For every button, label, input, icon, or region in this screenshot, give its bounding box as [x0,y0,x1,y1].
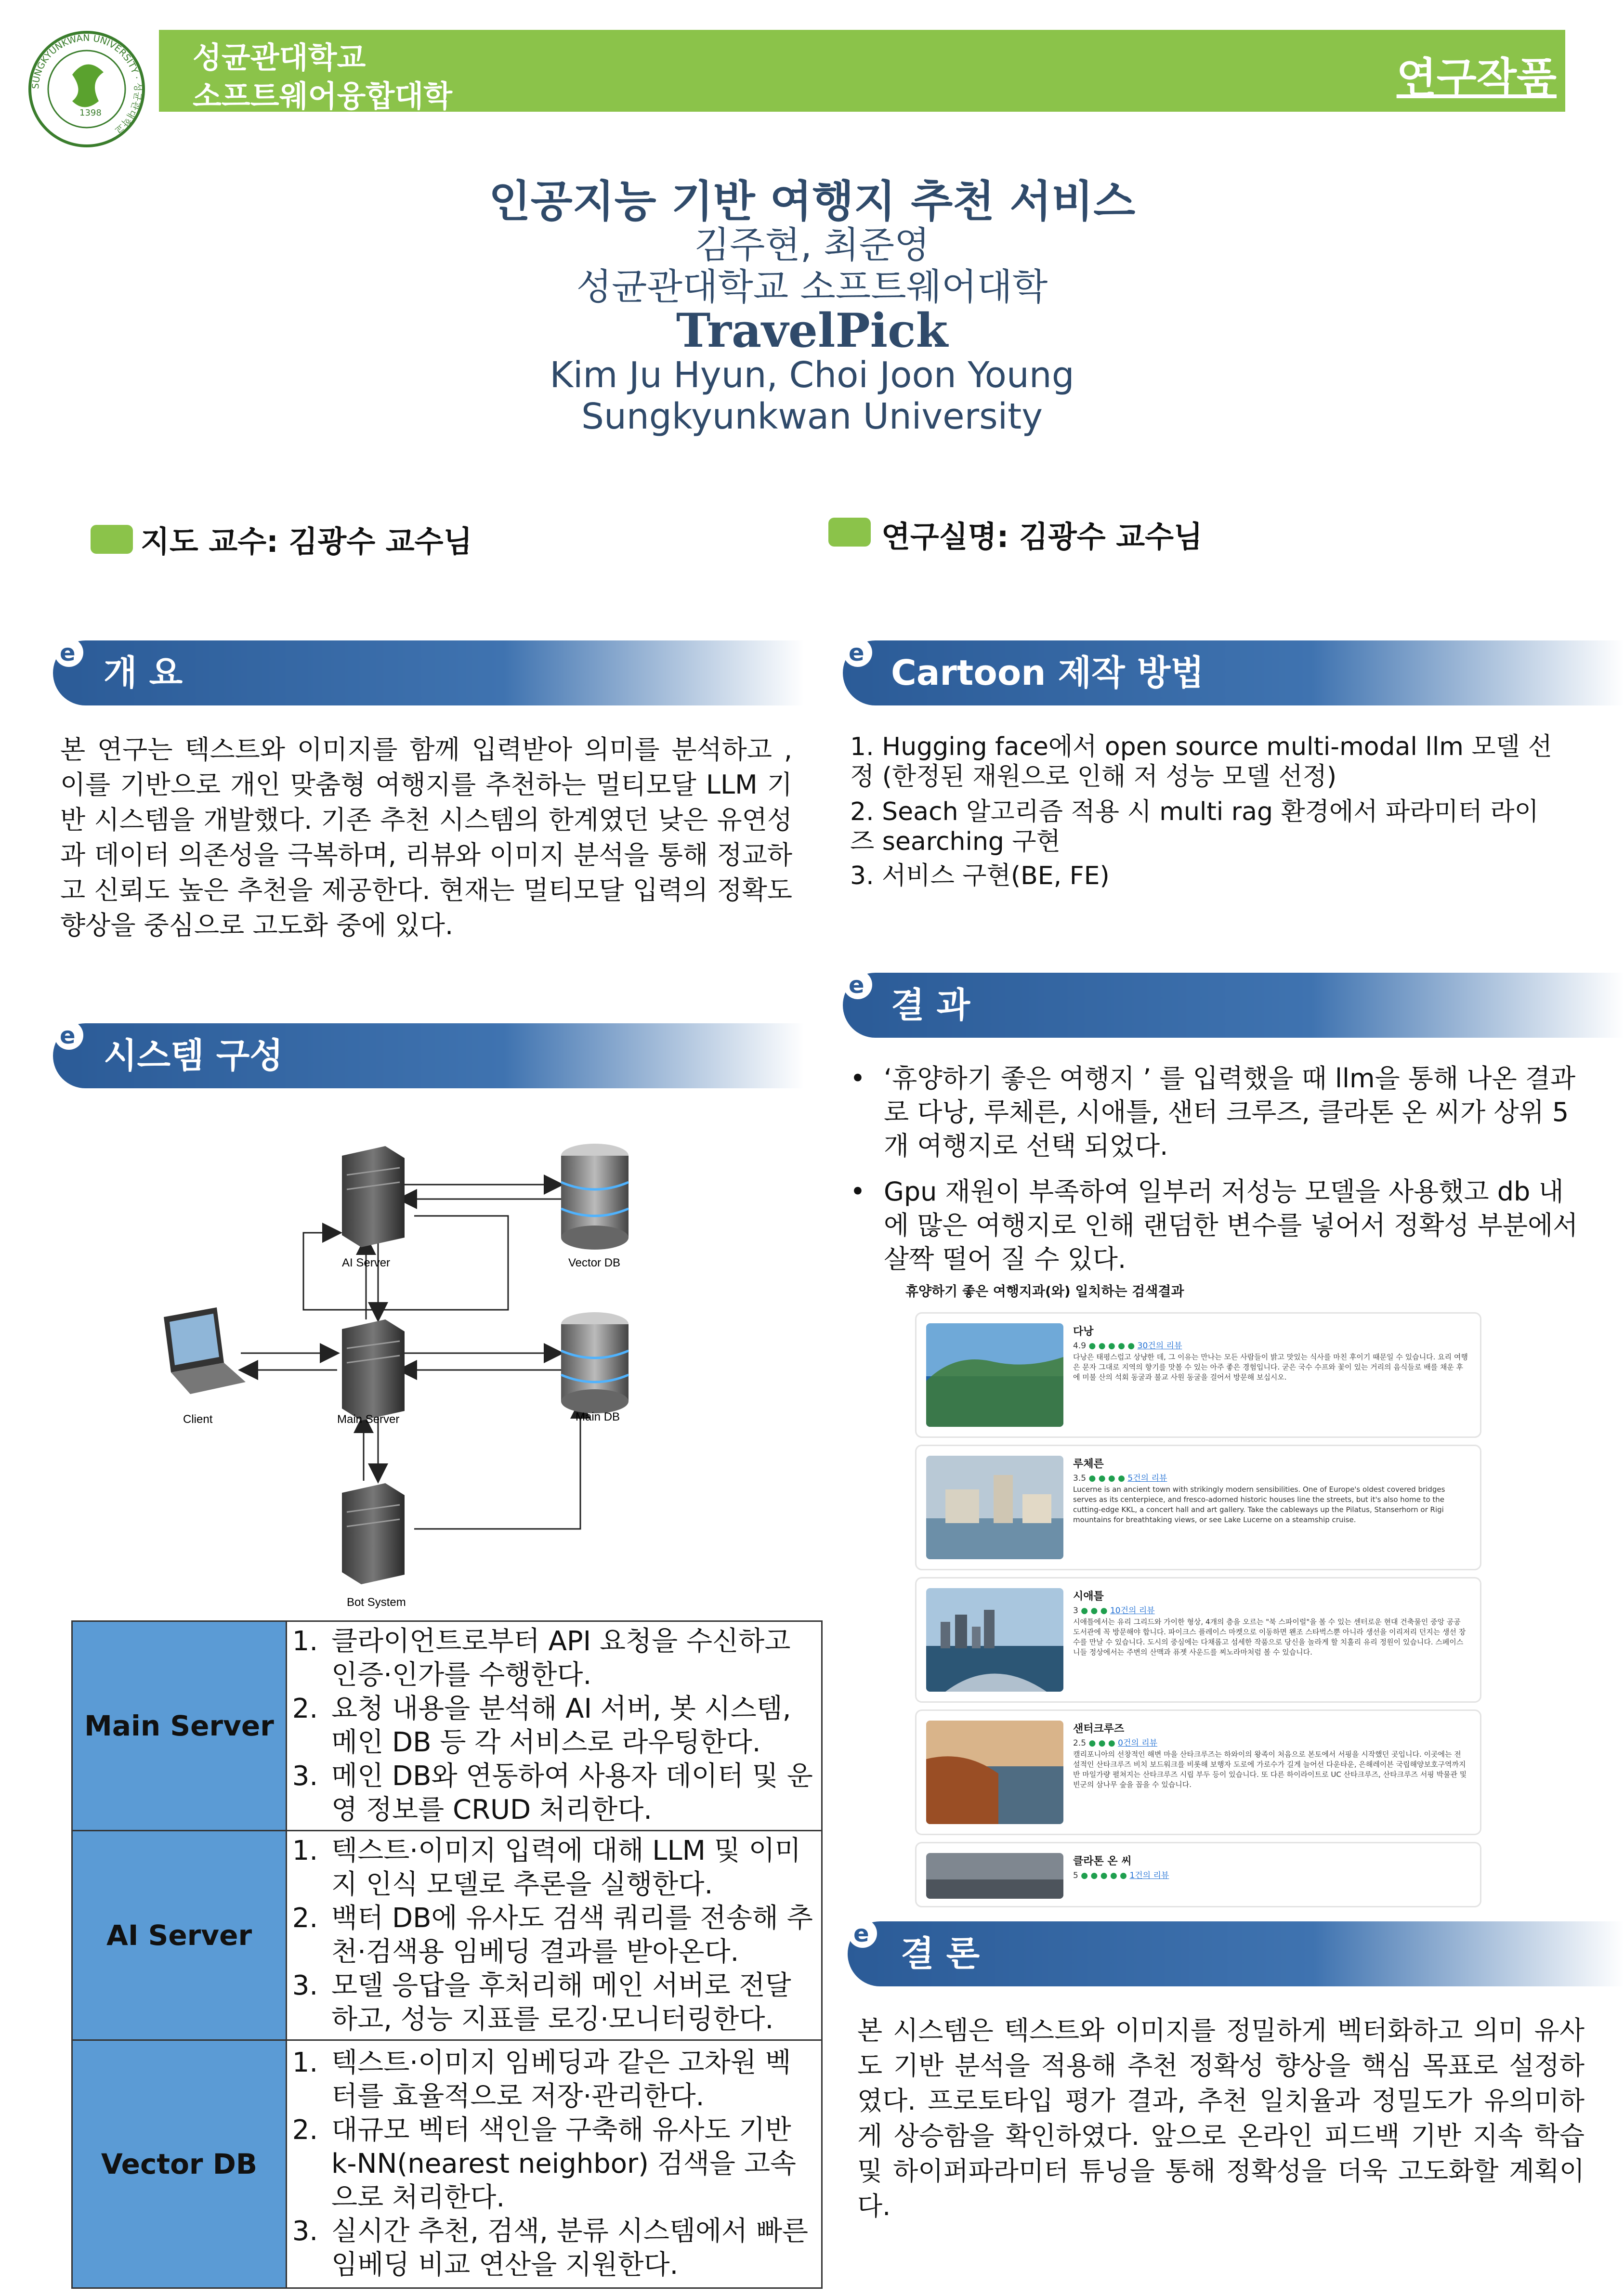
card-rating [1073,1471,1167,1483]
component-desc [287,1831,822,2040]
results-bullet-text: Gpu 재원이 부족하여 일부러 저성능 모델을 사용했고 db 내에 많은 여행지로 인해 랜덤한 변수를 넣어서 정확성 부분에서 살짝 떨어 질 수 있다. [884,1176,1578,1274]
card-desc: Lucerne is an ancient town with strikingly modern sensibilities. One of Europe's oldest covered bridges serves as its centerpiece, and fresco-adorned historic houses line the streets, but it's also home to the cutting-edge KKL, a concert hall and art gallery. Take the cableways up the Pilatus, Stanserhorn or Rigi mountains for breathtaking views, or see Lake Lucerne on a steamship cruise. [1073,1485,1445,1524]
lab-chip [828,518,871,547]
university-seal-logo [26,29,147,149]
method-item-3: 3. 서비스 구현(BE, FE) [850,861,1110,890]
authors-english: Kim Ju Hyun, Choi Joon Young [550,354,1074,396]
star-icons: ● ● ● [1081,1606,1108,1616]
overview-body: 본 연구는 텍스트와 이미지를 함께 입력받아 의미를 분석하고 , 이를 기반으로 개인 맞춤형 여행지를 추천하는 멀티모달 LLM 기반 시스템을 개발했다. 기존 추천 시스템의 한계였던 낮은 유연성과 데이터 의존성을 극복하며, 리뷰와 이미지 분석을 통해 정교하고 신뢰도 높은 추천을 제공한다. 현재는 멀티모달 입력의 정확도 향상을 중심으로 고도화 중에 있다. [60,734,792,940]
component-desc [287,1621,822,1831]
svg-text:e: e [849,972,864,999]
main-db-label: Main DB [576,1410,620,1423]
card-score: 3 [1073,1606,1078,1616]
card-name: 루체른 [1073,1458,1104,1470]
card-desc: 캘리포니아의 선창적인 해변 마을 산타크루즈는 하와이의 왕족이 처음으로 본토에서 서핑을 시작했던 곳입니다. 이곳에는 전설적인 산타크루즈 비치 보드워크를 비롯해 보행자 도로에 가로수가 길게 늘어선 다운타운, 은해레이븐 국립해양보호구역까지 반 마일가량 펼쳐지는 산타크루즈 시립 부두 등이 있습니다. 또 다른 하이라이트로 UC 산타크루즈, 산타크루즈 서핑 박물관 및 빈군의 삼나무 숲을 꼽을 수 있습니다. [1073,1750,1467,1789]
section-e-icon [841,636,875,669]
conclusion-body: 본 시스템은 텍스트와 이미지를 정밀하게 벡터화하고 의미 유사도 기반 분석을 적용해 추천 정확성 향상을 핵심 목표로 설정하였다. 프로토타입 평가 결과, 추천 일치율과 정밀도가 유의미하게 상승함을 확인하였다. 앞으로 온라인 피드백 기반 지속 학습 및 하이퍼파라미터 튜닝을 통해 정확성을 더욱 고도화할 계획이다. [857,2015,1585,2221]
svg-text:e: e [853,1920,869,1947]
advisor-label: 지도 교수: 김광수 교수님 [141,524,472,559]
result-card [915,1312,1481,1438]
vector-db-icon [561,1144,629,1250]
table-row [72,2040,822,2288]
list-item: 2. 대규모 벡터 색인을 구축해 유사도 기반 k-NN(nearest neighbor) 검색을 고속으로 처리한다. [327,2113,815,2215]
main-server-label: Main Server [337,1413,400,1426]
ai-server-label: AI Server [342,1256,391,1269]
svg-text:e: e [60,639,76,666]
seattle-photo [926,1588,1063,1692]
bot-system-label: Bot System [347,1596,406,1609]
section-e-icon [846,1917,879,1950]
bullet-dot: • [850,1063,865,1094]
advisor-chip [91,525,133,554]
card-desc: 다낭은 태평스럽고 상냥한 데, 그 이유는 만나는 모든 사람들이 밝고 맛있는 식사를 마친 후이기 때문일 수 있습니다. 요리 여행은 문자 그대로 지역의 향기를 맛볼 수 있는 아주 좋은 경험입니다. 굳은 국수 수프와 꽃이 있는 거리의 음식들로 배를 채운 후에 미불 산의 석회 동굴과 불교 사원 동굴을 걸어서 방문해 보십시오. [1073,1353,1468,1382]
poster-title: 인공지능 기반 여행지 추천 서비스 [488,176,1136,227]
affiliation-english: Sungkyunkwan University [581,396,1043,437]
table-row [72,1621,822,1831]
list-item: 3. 메인 DB와 연동하여 사용자 데이터 및 운영 정보를 CRUD 처리한다. [327,1760,815,1827]
component-desc [287,2040,822,2288]
card-reviews-link[interactable]: 1건의 리뷰 [1129,1871,1169,1880]
component-name: Vector DB [72,2040,287,2288]
conclusion-title: 결 론 [901,1933,980,1974]
result-card [915,1445,1481,1570]
lucerne-photo [926,1456,1063,1559]
card-name: 클라톤 온 씨 [1073,1855,1132,1867]
list-item: 1. 텍스트·이미지 임베딩과 같은 고차원 벡터를 효율적으로 저장·관리한다. [327,2046,815,2113]
svg-text:e: e [60,1022,76,1049]
logo-ring-text: SUNGKYUNKWAN UNIVERSITY · 성균관대학교 [30,32,144,135]
vector-db-label: Vector DB [568,1256,621,1269]
card-score: 4.9 [1073,1341,1087,1351]
card-score: 2.5 [1073,1738,1087,1748]
card-rating [1073,1868,1169,1880]
bot-system-icon [342,1483,405,1584]
search-results-screenshot [905,1281,1507,1917]
method-title: Cartoon 제작 방법 [891,652,1204,693]
results-bullet-text: ‘휴양하기 좋은 여행지 ’ 를 입력했을 때 llm을 통해 나온 결과로 다낭, 루체른, 시애틀, 샌터 크루즈, 클라톤 온 씨가 상위 5개 여행지로 선택 되었다. [884,1063,1576,1161]
logo-year: 1398 [79,108,102,118]
card-rating [1073,1339,1182,1351]
card-name: 시애틀 [1073,1591,1104,1603]
list-item: 3. 실시간 추천, 검색, 분류 시스템에서 빠른 임베딩 비교 연산을 지원한다. [327,2215,815,2282]
main-server-icon [342,1319,405,1421]
client-laptop-icon [164,1307,246,1394]
result-card [915,1709,1481,1835]
university-line-2: 소프트웨어융합대학 [193,78,453,114]
section-e-icon [52,636,86,669]
section-e-icon [841,968,875,1002]
card-reviews-link[interactable]: 0건의 리뷰 [1118,1738,1158,1748]
list-item: 2. 요청 내용을 분석해 AI 서버, 봇 시스템, 메인 DB 등 각 서비스로 라우팅한다. [327,1692,815,1760]
method-item-2: 2. Seach 알고리즘 적용 시 multi rag 환경에서 파라미터 라이즈 searching 구현 [850,797,1539,856]
search-results-heading: 휴양하기 좋은 여행지과(와) 일치하는 검색결과 [905,1283,1184,1299]
authors-korean: 김주현, 최준영 [694,223,930,266]
ai-server-icon [342,1146,405,1247]
star-icons: ● ● ● [1088,1738,1115,1748]
main-db-icon [561,1312,629,1413]
result-card [915,1842,1481,1907]
section-e-icon [52,1018,86,1052]
list-item: 3. 모델 응답을 후처리해 메인 서버로 전달하고, 성능 지표를 로깅·모니터링한다. [327,1969,815,2036]
star-icons: ● ● ● ● [1088,1474,1125,1483]
system-architecture-diagram [144,1127,689,1613]
results-title: 결 과 [891,985,970,1025]
card-score: 5 [1073,1871,1078,1880]
table-row [72,1831,822,2040]
university-line-1: 성균관대학교 [193,40,366,75]
affiliation-korean: 성균관대학교 소프트웨어대학 [576,265,1048,308]
card-score: 3.5 [1073,1474,1087,1483]
card-reviews-link[interactable]: 5건의 리뷰 [1127,1474,1167,1483]
clacton-photo [926,1853,1063,1899]
component-name: Main Server [72,1621,287,1831]
card-rating [1073,1604,1155,1616]
bullet-dot: • [850,1176,865,1207]
system-title: 시스템 구성 [104,1035,283,1076]
work-type-label: 연구작품 [1396,54,1557,102]
card-reviews-link[interactable]: 30건의 리뷰 [1137,1341,1182,1351]
list-item: 1. 클라이언트로부터 API 요청을 수신하고 인증·인가를 수행한다. [327,1625,815,1692]
component-name: AI Server [72,1831,287,2040]
client-label: Client [183,1413,213,1426]
results-bullet-2 [850,1175,1587,1276]
card-name: 샌터크루즈 [1073,1723,1125,1735]
results-bullet-1 [850,1062,1587,1163]
card-name: 다낭 [1073,1326,1094,1338]
method-item-1: 1. Hugging face에서 open source multi-modal llm 모델 선정 (한정된 재원으로 인해 저 성능 모델 선정) [850,732,1552,791]
card-desc: 시애틀에서는 유리 그리드와 가이한 형상, 4개의 층을 오르는 "북 스파이럴"을 볼 수 있는 센터로운 현대 건축물인 중앙 공공 도서관에 꼭 방문해야 합니다. 파이크스 플레이스 마켓으로 이동하면 왠조 스타벅스뿐 아니라 생선을 이리저리 던지는 생선 장수를 만날 수 있습니다. 도시의 중심에는 다채롭고 섬세한 작품으로 당신을 놀라게 할 치훌리 유리 정원이 있습니다. 스페이스 니들 정상에서는 주변의 산맥과 퓨젯 사운드를 찌노라마처럼 볼 수 있습니다. [1073,1618,1466,1657]
university-name [193,39,452,116]
star-icons: ● ● ● ● ● [1081,1871,1127,1880]
overview-title: 개 요 [104,652,183,693]
result-card [915,1577,1481,1703]
card-rating [1073,1736,1157,1748]
santa-cruz-photo [926,1721,1063,1824]
danang-photo [926,1323,1063,1427]
svg-text:e: e [849,639,864,666]
star-icons: ● ● ● ● ● [1088,1341,1135,1351]
list-item: 1. 텍스트·이미지 입력에 대해 LLM 및 이미지 인식 모델로 추론을 실행한다. [327,1834,815,1902]
list-item: 2. 백터 DB에 유사도 검색 쿼리를 전송해 추천·검색용 임베딩 결과를 받아온다. [327,1902,815,1969]
card-reviews-link[interactable]: 10건의 리뷰 [1110,1606,1155,1616]
project-name: TravelPick [676,303,948,358]
lab-label: 연구실명: 김광수 교수님 [881,519,1203,554]
component-table [71,1620,823,2289]
